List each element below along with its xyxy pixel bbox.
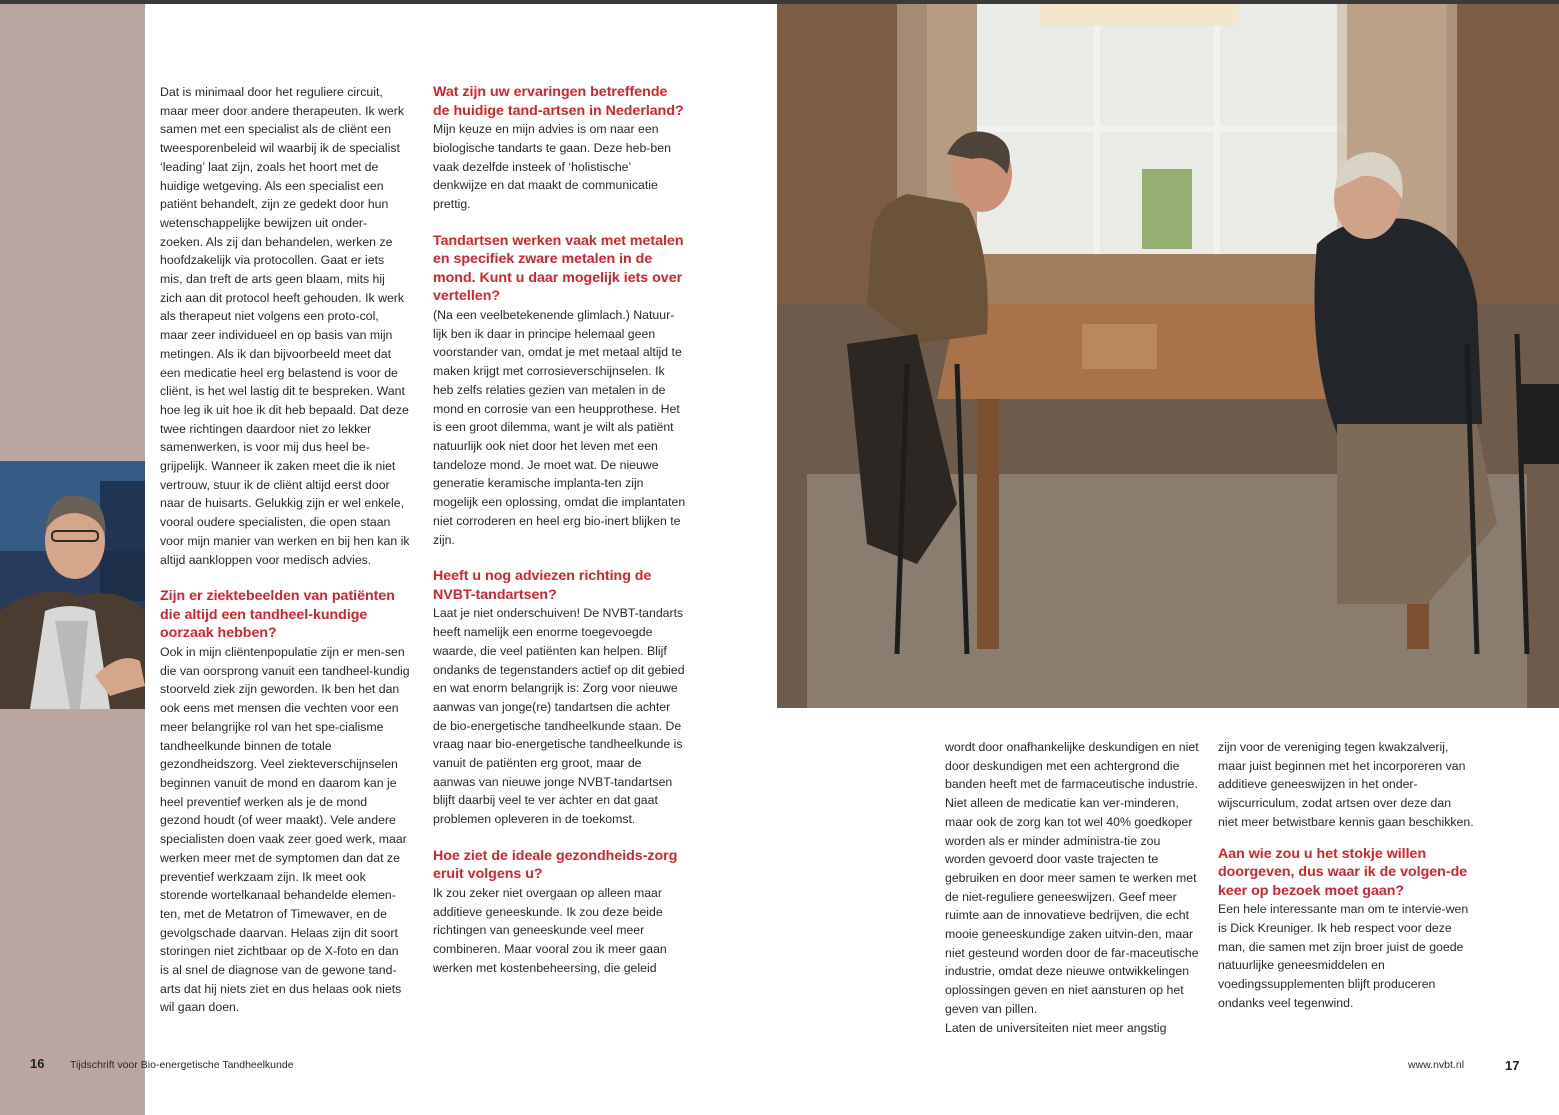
question-heading: Wat zijn uw ervaringen betreffende de huidige tand-artsen in Nederland? — [433, 84, 684, 119]
meeting-photo-illustration — [777, 4, 1559, 708]
paragraph: (Na een veelbetekenende glimlach.) Natuur-lijk ben ik daar in principe helemaal geen voorstander van, omdat je met metaal altijd te maken krijgt met corrosieverschijnselen. Ik heb zelfs relaties gezien van metalen in de mond en corrosie van een heupprothese. Het is een groot dilemma, want je wilt als patiënt natuurlijk ook niet door het leven met een tandeloze mond. Je moet wat. De nieuwe generatie keramische implanta-ten zijn mogelijk een oplossing, omdat die implantaten niet corroderen en heel erg bio-inert blijken te zijn. — [433, 308, 686, 547]
column-1 — [160, 83, 410, 1017]
question-heading: Zijn er ziektebeelden van patiënten die altijd een tandheel-kundige oorzaak hebben? — [160, 588, 395, 642]
paragraph: Dat is minimaal door het reguliere circuit, maar meer door andere therapeuten. Ik werk samen met een specialist als de cliënt een tweesporenbeleid wil waarbij ik de specialist ‘leading’ laat zijn, zoals het hoort met de huidige wetgeving. Als een specialist een patiënt behandelt, zijn ze gedekt door hun wetenschappelijke bewijzen uit onder-zoeken. Als zij dan behandelen, werken ze hoofdzakelijk via protocollen. Gaat er iets mis, dan treft de arts geen blaam, mits hij zich aan dit protocol heeft gehouden. Ik werk als therapeut niet volgens een proto-col, maar zeer individueel en op basis van mijn metingen. Als ik dan bijvoorbeeld meet dat een medicatie heel erg belastend is voor de cliënt, is het wel lastig dit te bespreken. Want hoe leg ik uit hoe ik dit heb bepaald. Dat deze twee richtingen daardoor niet zo lekker samenwerken, is voor mij dus heel be-grijpelijk. Wanneer ik zaken meet die ik niet vertrouw, stuur ik de cliënt altijd eerst door naar de huisarts. Gelukkig zijn er wel enkele, vooral oudere specialisten, die open staan voor mijn manier van werken en bij hen kan ik altijd aankloppen voor medisch advies. — [160, 85, 410, 567]
paragraph: zijn voor de vereniging tegen kwakzalverij, maar juist beginnen met het incorporeren van additieve geneeswijzen in het onder-wijscurriculum, zodat artsen over deze dan niet meer betwistbare kennis gaan beschikken. — [1218, 740, 1474, 829]
column-4 — [1218, 738, 1474, 1013]
question-heading: Hoe ziet de ideale gezondheids-zorg eruit volgens u? — [433, 847, 678, 883]
journal-title: Tijdschrift voor Bio-energetische Tandheelkunde — [70, 1059, 294, 1071]
portrait-photo — [0, 461, 145, 709]
website-link[interactable]: www.nvbt.nl — [1408, 1059, 1465, 1071]
column-3 — [945, 738, 1200, 1037]
paragraph: Ik zou zeker niet overgaan op alleen maar additieve geneeskunde. Ik zou deze beide richtingen van geneeskunde veel meer combineren. Maar vooral zou ik meer gaan werken met kostenbeheersing, die geleid — [433, 886, 667, 975]
right-page-number: 17 — [1505, 1058, 1520, 1073]
question-heading: Tandartsen werken vaak met metalen en specifiek zware metalen in de mond. Kunt u daar mogelijk iets over vertellen? — [433, 232, 684, 305]
left-page-number: 16 — [30, 1056, 45, 1071]
paragraph: wordt door onafhankelijke deskundigen en niet door deskundigen met een achtergrond die banden heeft met de farmaceutische industrie. Niet alleen de medicatie kan ver-minderen, maar ook de zorg kan tot wel 40% goedkoper worden als er minder administra-tie zou worden gevoerd door vaste trajecten te gebruiken en door meer samen te werken met de niet-reguliere geneeswijzen. Geef meer ruimte aan de innovatieve bedrijven, die echt mooie geneeskundige zaken uitvin-den, maar niet gesteund worden door de far-maceutische industrie, omdat deze nieuwe ontwikkelingen oplossingen geven en niet aansturen op het geven van pillen. — [945, 740, 1199, 1016]
portrait-illustration — [0, 461, 145, 709]
question-heading: Heeft u nog adviezen richting de NVBT-tandartsen? — [433, 568, 652, 603]
paragraph: Mijn keuze en mijn advies is om naar een biologische tandarts te gaan. Deze heb-ben vaak dezelfde insteek of ‘holistische’ denkwijze en dat maakt de communicatie prettig. — [433, 122, 671, 211]
paragraph: Een hele interessante man om te intervie-wen is Dick Kreuniger. Ik heb respect voor deze man, die samen met zijn broer juist de goede natuurlijke geneesmiddelen en voedingssupplementen blijft produceren ondanks veel tegenwind. — [1218, 902, 1469, 1010]
paragraph: Laat je niet onderschuiven! De NVBT-tandarts heeft namelijk een enorme toegevoegde waarde, die veel patiënten kan helpen. Blijf ondanks de tegenstanders actief op dit gebied en wat enorm belangrijk is: Zorg voor nieuwe aanwas van jonge(re) tandartsen die achter de bio-energetische tandheelkunde staan. De vraag naar bio-energetische tandheelkunde is vanuit de patiënten erg groot, maar de aanwas van nieuwe jonge NVBT-tandartsen blijft daarbij veel te ver achter en dat gaat problemen opleveren in de toekomst. — [433, 606, 685, 827]
paragraph: Laten de universiteiten niet meer angstig — [945, 1020, 1167, 1035]
paragraph: Ook in mijn cliëntenpopulatie zijn er men-sen die van oorsprong vanuit een tandheel-kundig stoorveld ziek zijn geworden. Ik ben het dan ook eens met mensen die vechten voor een meer belangrijke rol van het spe-cialisme tandheelkunde binnen de totale gezondheidszorg. Veel ziekteverschijnselen beginnen vanuit de mond en daarom kan je heel preventief werken als je de mond gezond houdt (of weer maakt). Vele andere specialisten doen vaak zeer goed werk, maar werken meer met de symptomen dan dat ze preventief werkzaam zijn. Ik meet ook storende wortelkanaal behandelde elemen-ten, met de Metatron of Timewaver, en de gevolgschade daarvan. Helaas zijn dit soort storingen niet zichtbaar op de X-foto en dan is al snel de diagnose van de gewone tand-arts dat hij niets ziet en dus helaas ook niets wil gaan doen. — [160, 645, 410, 1015]
column-2 — [433, 83, 687, 978]
main-photo — [777, 4, 1559, 708]
question-heading: Aan wie zou u het stokje willen doorgeven, dus waar ik de volgen-de keer op bezoek moet gaan? — [1218, 845, 1468, 899]
